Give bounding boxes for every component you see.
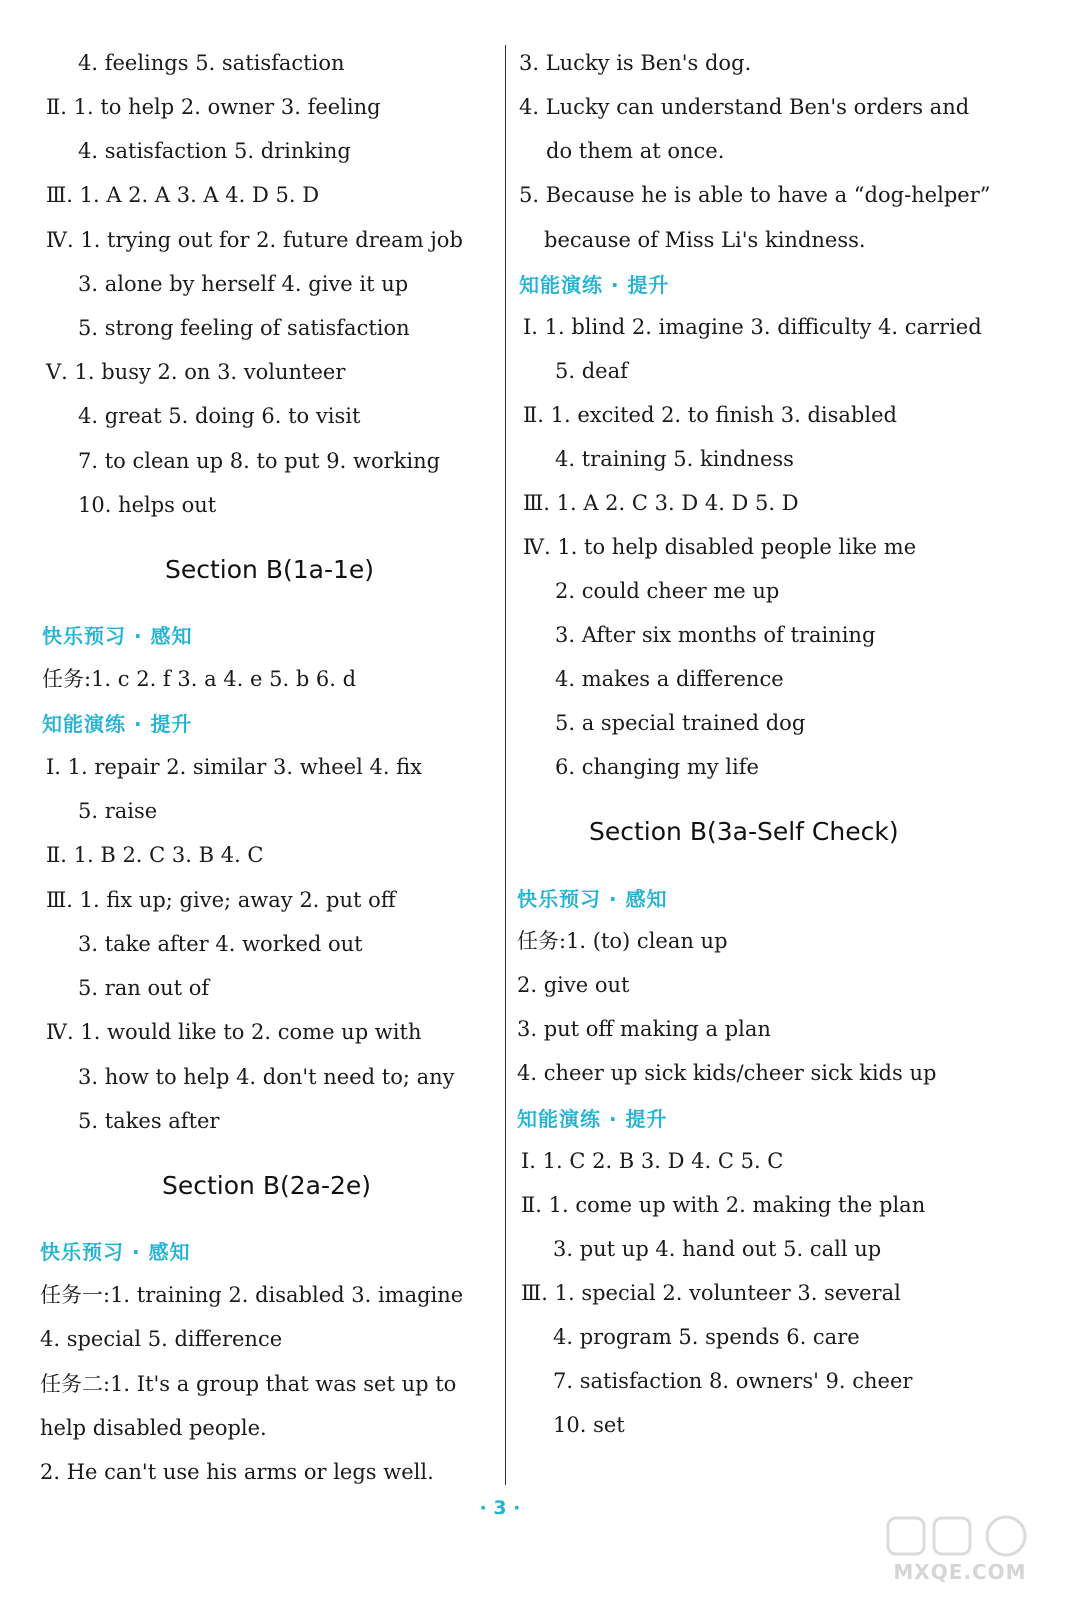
answer-line: 3. put up 4. hand out 5. call up [553,1237,882,1261]
answer-line: 3. take after 4. worked out [78,932,363,956]
answer-line: Ⅲ. 1. A 2. A 3. A 4. D 5. D [46,183,320,207]
subsection-heading: 快乐预习 · 感知 [517,887,668,911]
answer-line: 任务二:1. It's a group that was set up to [40,1372,457,1396]
answer-line: 6. changing my life [555,755,759,779]
answer-line: 4. feelings 5. satisfaction [78,51,345,75]
answer-line: 4. satisfaction 5. drinking [78,139,351,163]
answer-line: 2. could cheer me up [555,579,780,603]
section-title: Section B(1a-1e) [165,555,375,584]
answer-line: 3. put off making a plan [517,1017,771,1041]
watermark-logo-icon [880,1512,1040,1562]
subsection-heading: 知能演练 · 提升 [42,712,193,736]
answer-line: Ⅳ. 1. trying out for 2. future dream job [46,228,463,252]
section-title: Section B(2a-2e) [162,1171,372,1200]
watermark-logo [880,1512,1040,1592]
answer-line: 任务:1. c 2. f 3. a 4. e 5. b 6. d [42,667,357,691]
answer-line: 3. After six months of training [555,623,876,647]
answer-line: 任务:1. (to) clean up [517,929,728,953]
answer-line: 3. alone by herself 4. give it up [78,272,409,296]
page-number: · 3 · [479,1497,521,1519]
watermark-text: MXQE.COM [893,1560,1027,1584]
answer-line: 3. how to help 4. don't need to; any [78,1065,455,1089]
answer-line: Ⅳ. 1. to help disabled people like me [523,535,917,559]
subsection-heading: 快乐预习 · 感知 [42,624,193,648]
answer-line: 4. cheer up sick kids/cheer sick kids up [517,1061,937,1085]
column-divider [505,45,506,1485]
answer-line: 7. satisfaction 8. owners' 9. cheer [553,1369,913,1393]
answer-line: 4. program 5. spends 6. care [553,1325,860,1349]
answer-line: 5. Because he is able to have a “dog-helper” [519,183,991,207]
answer-line: 5. a special trained dog [555,711,806,735]
answer-line: 4. makes a difference [555,667,784,691]
answer-line: Ⅲ. 1. A 2. C 3. D 4. D 5. D [523,491,799,515]
answer-line: 5. strong feeling of satisfaction [78,316,410,340]
answer-line: Ⅱ. 1. to help 2. owner 3. feeling [46,95,381,119]
answer-line: 4. Lucky can understand Ben's orders and [519,95,970,119]
answer-line: 5. takes after [78,1109,220,1133]
subsection-heading: 知能演练 · 提升 [517,1107,668,1131]
answer-line: 4. special 5. difference [40,1327,283,1351]
answer-line: do them at once. [546,139,725,163]
answer-line: 2. give out [517,973,630,997]
answer-line: Ⅱ. 1. excited 2. to finish 3. disabled [523,403,897,427]
answer-line: 5. ran out of [78,976,210,1000]
subsection-heading: 知能演练 · 提升 [519,273,670,297]
answer-line: 4. training 5. kindness [555,447,794,471]
answer-line: 10. helps out [78,493,217,517]
answer-line: 10. set [553,1413,625,1437]
answer-line: Ⅲ. 1. special 2. volunteer 3. several [521,1281,901,1305]
answer-line: 2. He can't use his arms or legs well. [40,1460,434,1484]
subsection-heading: 快乐预习 · 感知 [40,1240,191,1264]
section-title: Section B(3a-Self Check) [589,817,899,846]
answer-line: 7. to clean up 8. to put 9. working [78,449,441,473]
answer-line: Ⅰ. 1. blind 2. imagine 3. difficulty 4. carried [523,315,982,339]
answer-line: 4. great 5. doing 6. to visit [78,404,361,428]
answer-line: Ⅰ. 1. C 2. B 3. D 4. C 5. C [521,1149,784,1173]
answer-line: help disabled people. [40,1416,267,1440]
answer-line: Ⅴ. 1. busy 2. on 3. volunteer [46,360,346,384]
answer-line: 5. raise [78,799,158,823]
answer-line: Ⅱ. 1. B 2. C 3. B 4. C [46,843,264,867]
answer-line: Ⅰ. 1. repair 2. similar 3. wheel 4. fix [46,755,423,779]
answer-line: Ⅱ. 1. come up with 2. making the plan [521,1193,926,1217]
answer-line: Ⅳ. 1. would like to 2. come up with [46,1020,422,1044]
answer-line: 3. Lucky is Ben's dog. [519,51,752,75]
answer-line: 任务一:1. training 2. disabled 3. imagine [40,1283,464,1307]
answer-line: 5. deaf [555,359,628,383]
answer-line: Ⅲ. 1. fix up; give; away 2. put off [46,888,396,912]
answer-line: because of Miss Li's kindness. [544,228,866,252]
